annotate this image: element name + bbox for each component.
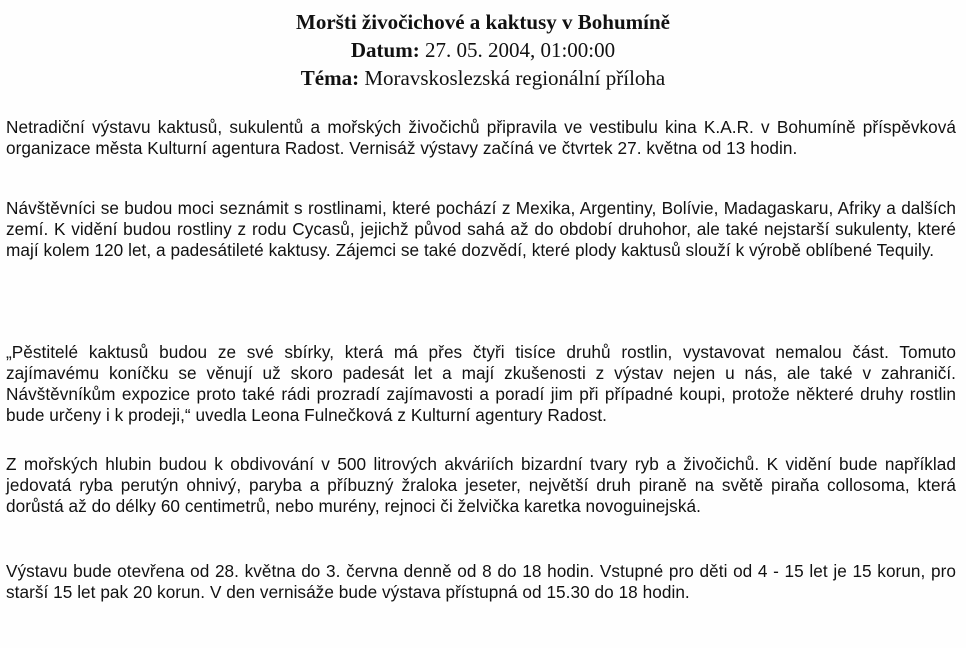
paragraph-intro [6, 117, 956, 159]
topic-line [0, 64, 966, 92]
paragraph-quote [6, 342, 956, 426]
topic-label: Téma: [300, 66, 360, 90]
article-header [0, 8, 966, 92]
paragraph-text: Návštěvníci se budou moci seznámit s rostlinami, které pochází z Mexika, Argentiny, Bolívie, Madagaskaru, Afriky a dalších zemí. K vidění budou rostliny z rodu Cycasů, jejichž původ sahá až do období druhohor, ale také nejstarší sukulenty, které mají kolem 120 let, a padesátileté kaktusy. Zájemci se také dozvědí, které plody kaktusů slouží k výrobě oblíbené Tequily. [6, 198, 956, 260]
paragraph-text: Netradiční výstavu kaktusů, sukulentů a mořských živočichů připravila ve vestibulu kina K.A.R. v Bohumíně příspěvková organizace města Kulturní agentura Radost. Vernisáž výstavy začíná ve čtvrtek 27. května od 13 hodin. [6, 117, 956, 158]
paragraph-text: Výstavu bude otevřena od 28. května do 3. června denně od 8 do 18 hodin. Vstupné pro děti od 4 - 15 let je 15 korun, pro starší 15 let pak 20 korun. V den vernisáže bude výstava přístupná od 15.30 do 18 hodin. [6, 561, 956, 602]
paragraph-sea-creatures [6, 454, 956, 517]
date-line [0, 36, 966, 64]
article-title: Moršti živočichové a kaktusy v Bohumíně [296, 10, 670, 34]
topic-value: Moravskoslezská regionální příloha [364, 66, 666, 90]
paragraph-text: Z mořských hlubin budou k obdivování v 500 litrových akváriích bizardní tvary ryb a živočichů. K vidění bude například jedovatá ryba perutýn ohnivý, paryba a příbuzný žraloka jeseter, největší druh piraně na světě piraňa collosoma, která dorůstá až do délky 60 centimetrů, nebo murény, rejnoci či želvička karetka novoguinejská. [6, 454, 956, 516]
date-value: 27. 05. 2004, 01:00:00 [424, 38, 616, 62]
date-label: Datum: [350, 38, 420, 62]
paragraph-text: „Pěstitelé kaktusů budou ze své sbírky, která má přes čtyři tisíce druhů rostlin, vystavovat nemalou část. Tomuto zajímavému koníčku se věnují už skoro padesát let a mají zkušenosti z výstav nejen u nás, ale také v zahraničí. Návštěvníkům expozice proto také rádi prozradí zajímavosti a poradí jim při případné koupi, protože některé druhy rostlin bude určeny i k prodeji,“ uvedla Leona Fulnečková z Kulturní agentury Radost. [6, 342, 956, 425]
paragraph-opening-hours [6, 561, 956, 603]
paragraph-plants [6, 198, 956, 261]
